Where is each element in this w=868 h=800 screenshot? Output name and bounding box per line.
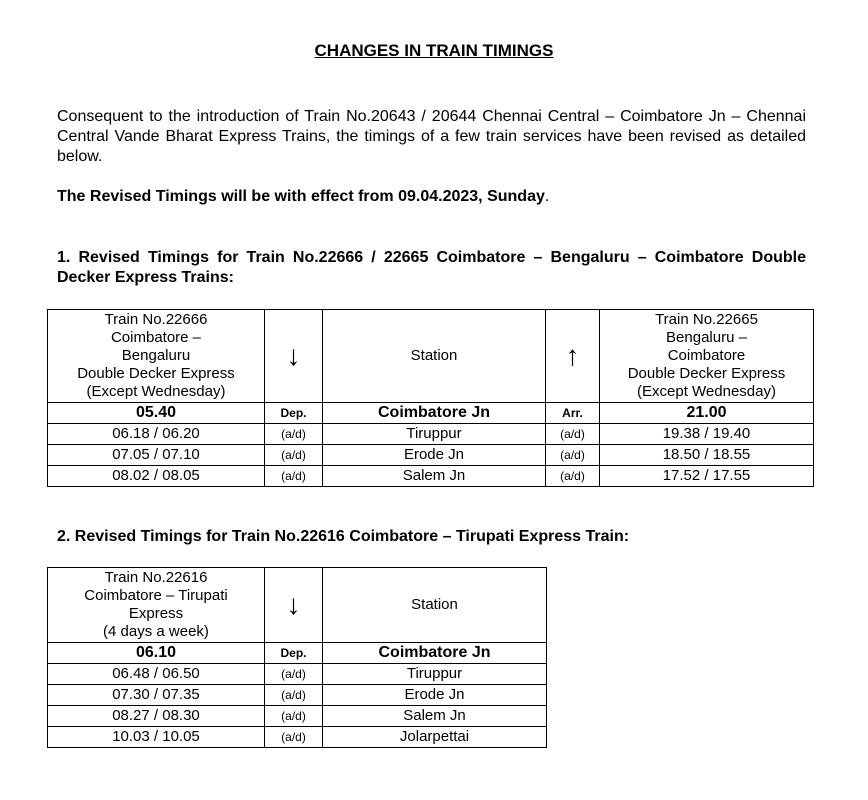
- arr-dep-time: 18.50 / 18.55: [600, 445, 814, 466]
- table-row: [48, 706, 547, 727]
- table-row: [48, 643, 547, 664]
- station-name: Tiruppur: [323, 424, 546, 445]
- arr-dep-marker: (a/d): [265, 685, 323, 706]
- arr-dep-marker: (a/d): [265, 727, 323, 748]
- station-name: Salem Jn: [323, 706, 547, 727]
- header-line: Bengaluru: [121, 347, 191, 364]
- header-line: Bengaluru –: [666, 329, 747, 346]
- arr-dep-time: 07.05 / 07.10: [48, 445, 265, 466]
- train-22666-header: [48, 310, 265, 403]
- arr-dep-marker: (a/d): [546, 466, 600, 487]
- arr-dep-marker: (a/d): [265, 445, 323, 466]
- intro-paragraph: Consequent to the introduction of Train No.20643 / 20644 Chennai Central – Coimbatore Jn – Chennai Central Vande Bharat Express Trains, the timings of a few train services have been revised as detailed below.: [57, 108, 806, 165]
- station-header: Station: [323, 310, 546, 403]
- arr-dep-marker: (a/d): [265, 664, 323, 685]
- section2-heading: 2. Revised Timings for Train No.22616 Coimbatore – Tirupati Express Train:: [57, 528, 630, 545]
- departure-time: 05.40: [48, 403, 265, 424]
- station-header: Station: [323, 568, 547, 643]
- effective-date-text: The Revised Timings will be with effect from 09.04.2023, Sunday: [57, 188, 545, 205]
- header-line: (Except Wednesday): [637, 383, 776, 400]
- station-name: Coimbatore Jn: [323, 643, 547, 664]
- header-line: Train No.22616: [104, 569, 208, 586]
- effective-date-period: .: [544, 188, 550, 205]
- arr-dep-marker: (a/d): [265, 466, 323, 487]
- arrival-time: 21.00: [600, 403, 814, 424]
- station-name: Erode Jn: [323, 685, 547, 706]
- station-name: Coimbatore Jn: [323, 403, 546, 424]
- departure-marker: Dep.: [265, 643, 323, 664]
- table-row: [48, 424, 814, 445]
- table-row: [48, 727, 547, 748]
- station-name: Tiruppur: [323, 664, 547, 685]
- header-line: (Except Wednesday): [86, 383, 226, 400]
- departure-marker: Dep.: [265, 403, 323, 424]
- header-line: Coimbatore – Tirupati: [84, 587, 228, 604]
- timing-table-22666-22665: [47, 309, 814, 487]
- arr-dep-time: 08.02 / 08.05: [48, 466, 265, 487]
- page-title: CHANGES IN TRAIN TIMINGS: [314, 41, 554, 60]
- arr-dep-marker: (a/d): [546, 445, 600, 466]
- train-22616-header: [48, 568, 265, 643]
- arr-dep-time: 17.52 / 17.55: [600, 466, 814, 487]
- arr-dep-time: 06.48 / 06.50: [48, 664, 265, 685]
- table-header-row: [48, 310, 814, 403]
- table-header-row: [48, 568, 547, 643]
- station-name: Erode Jn: [323, 445, 546, 466]
- table-row: [48, 403, 814, 424]
- arr-dep-time: 07.30 / 07.35: [48, 685, 265, 706]
- header-line: Double Decker Express: [627, 365, 786, 382]
- arr-dep-time: 19.38 / 19.40: [600, 424, 814, 445]
- header-line: Train No.22666: [104, 311, 208, 328]
- table-row: [48, 466, 814, 487]
- section1-heading: 1. Revised Timings for Train No.22666 / 22665 Coimbatore – Bengaluru – Coimbatore Double Decker Express Trains:: [57, 249, 806, 286]
- header-line: Coimbatore: [667, 347, 746, 364]
- effective-date-note: [57, 188, 549, 206]
- header-line: Train No.22665: [655, 311, 758, 328]
- departure-time: 06.10: [48, 643, 265, 664]
- arr-dep-marker: (a/d): [265, 706, 323, 727]
- timing-table-22616: [47, 567, 547, 748]
- table-row: [48, 685, 547, 706]
- arr-dep-time: 08.27 / 08.30: [48, 706, 265, 727]
- arr-dep-time: 10.03 / 10.05: [48, 727, 265, 748]
- arr-dep-marker: (a/d): [546, 424, 600, 445]
- header-line: (4 days a week): [103, 623, 209, 640]
- down-arrow-icon: ↓: [265, 310, 323, 403]
- table-row: [48, 445, 814, 466]
- train-22665-header: [600, 310, 814, 403]
- station-name: Salem Jn: [323, 466, 546, 487]
- header-line: Double Decker Express: [77, 365, 235, 382]
- arr-dep-marker: (a/d): [265, 424, 323, 445]
- down-arrow-icon: ↓: [265, 568, 323, 643]
- up-arrow-icon: ↑: [546, 310, 600, 403]
- arrival-marker: Arr.: [546, 403, 600, 424]
- arr-dep-time: 06.18 / 06.20: [48, 424, 265, 445]
- header-line: Coimbatore –: [110, 329, 202, 346]
- table-row: [48, 664, 547, 685]
- header-line: Express: [128, 605, 184, 622]
- station-name: Jolarpettai: [323, 727, 547, 748]
